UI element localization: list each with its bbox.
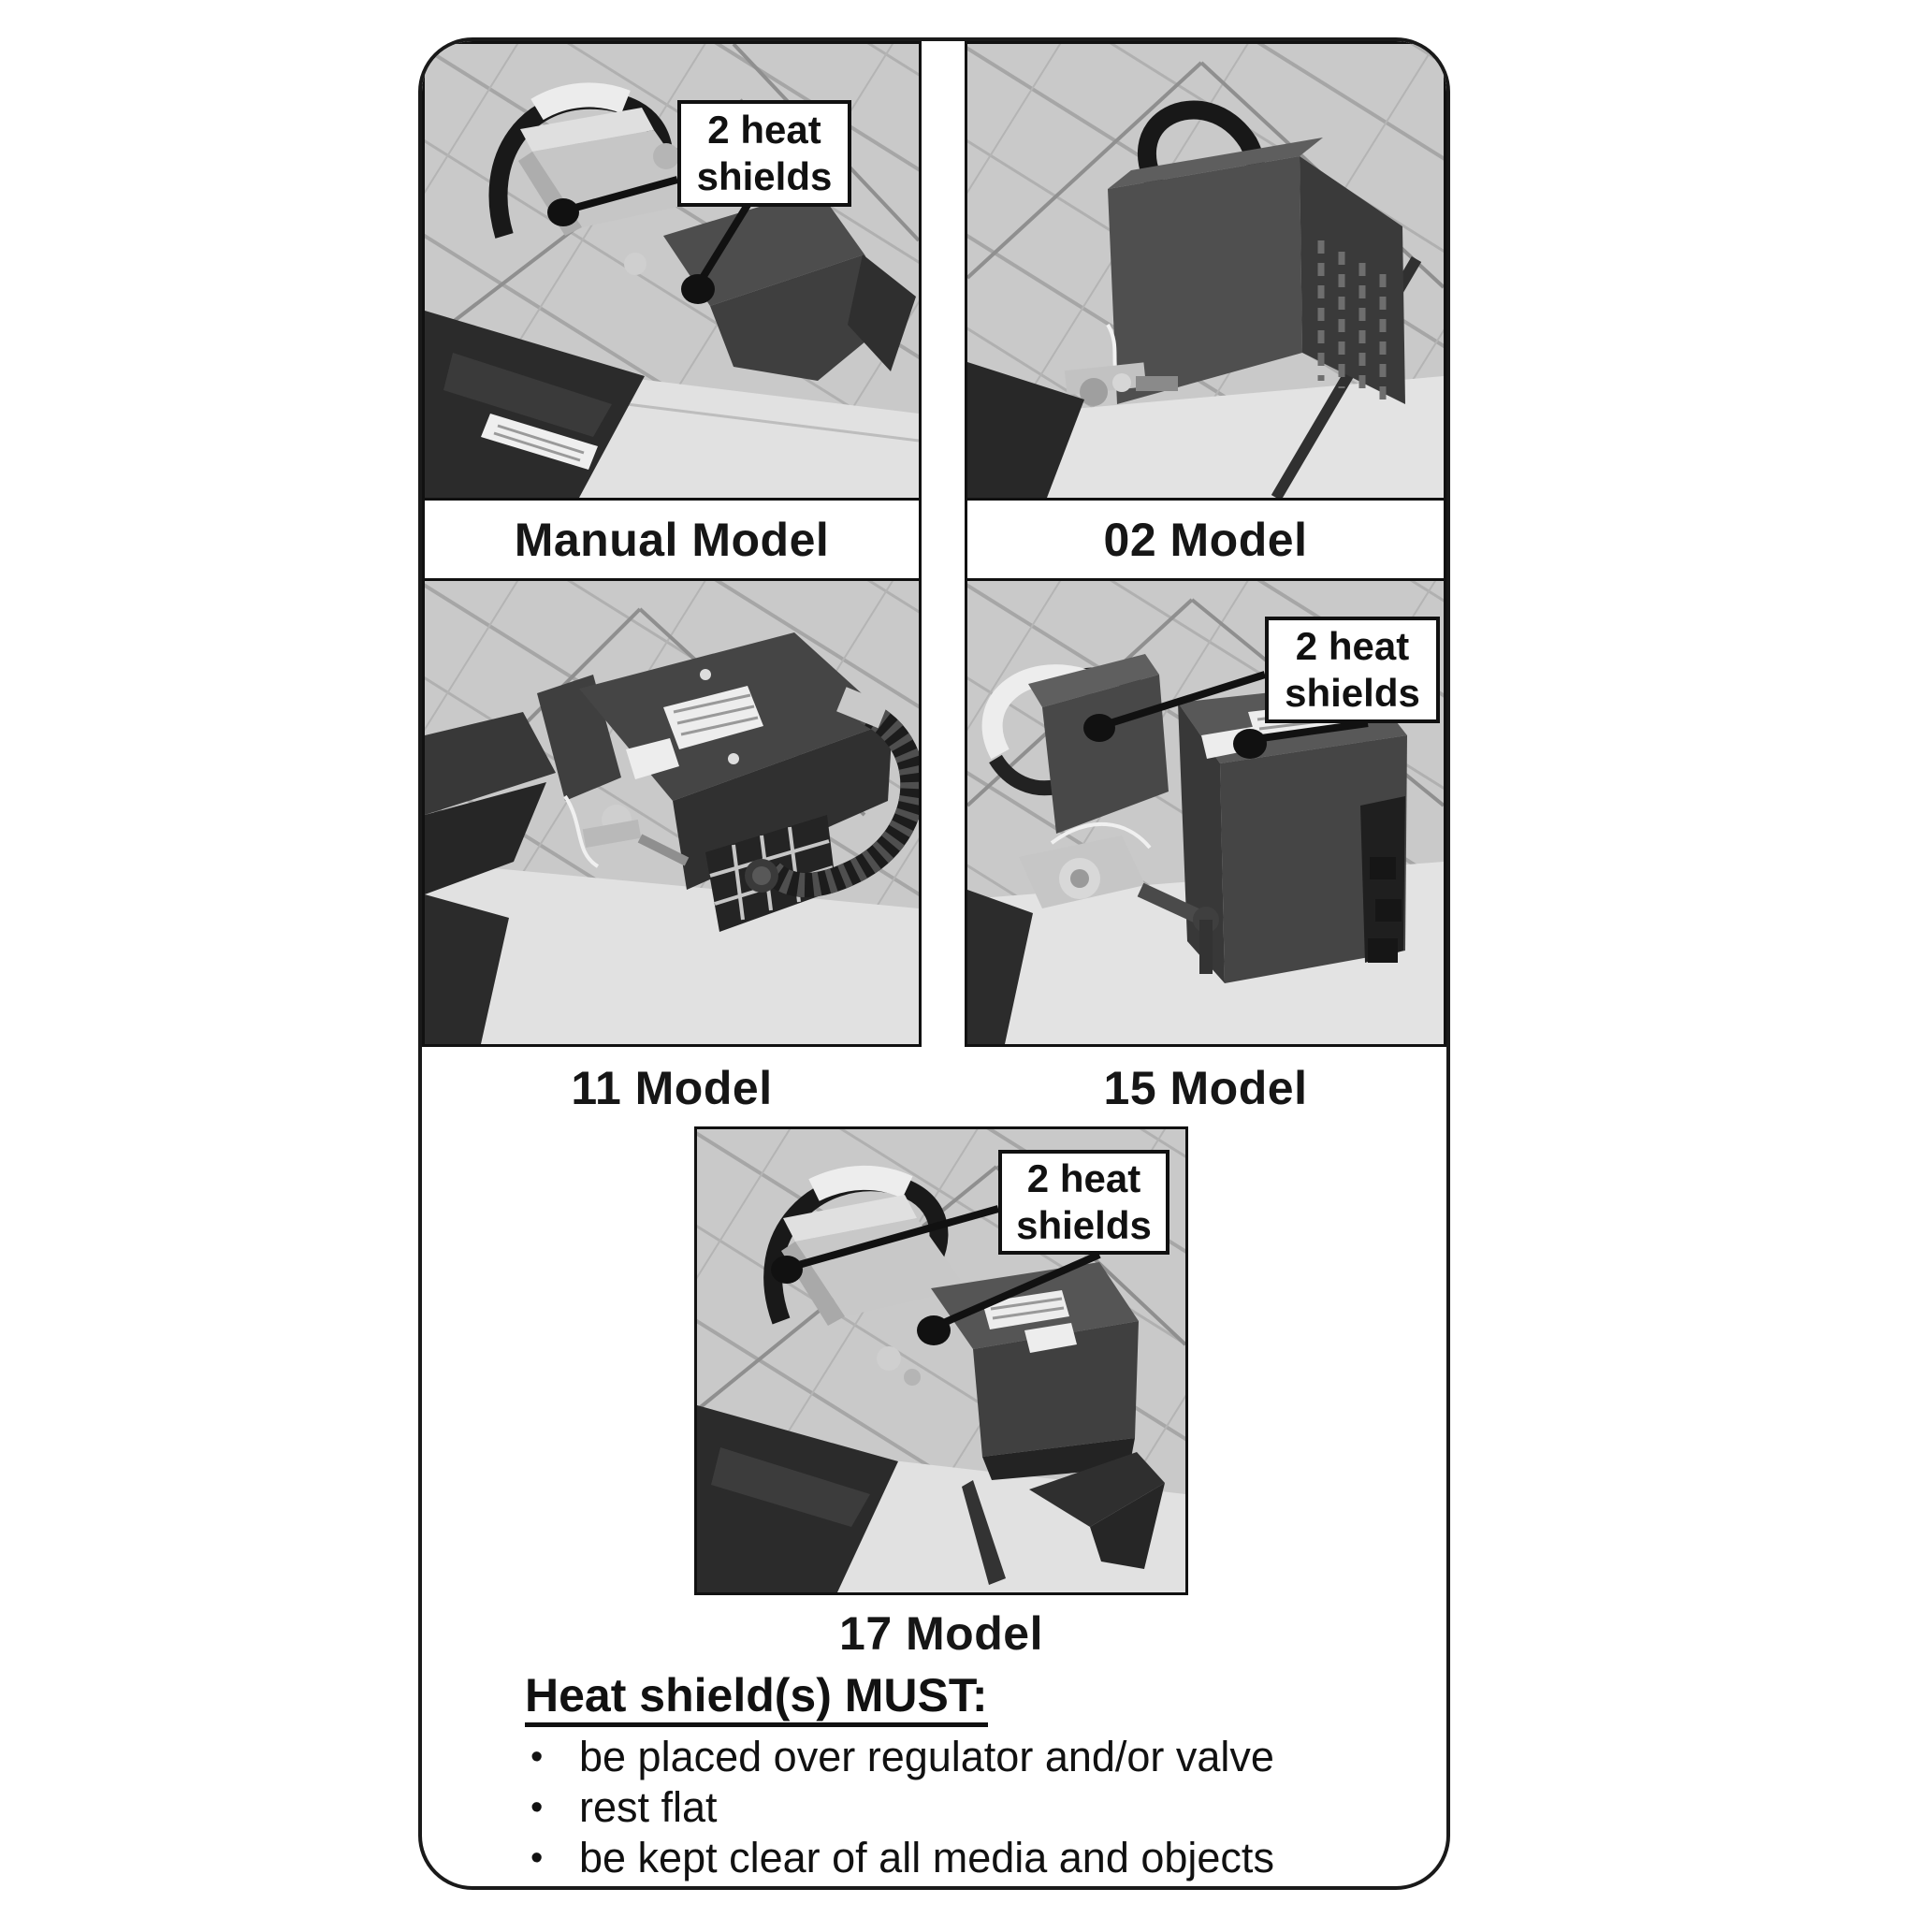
photo-17-model [694,1126,1188,1595]
leader-dot [771,1256,803,1284]
caption-15-model: 15 Model [1103,1062,1308,1114]
caption-cell-manual [422,498,922,581]
note-text: be kept clear of all media and objects [579,1834,1274,1881]
notes-heading: Heat shield(s) MUST: [525,1671,988,1727]
photo-11-model [422,578,922,1047]
bullet-marker: • [530,1737,544,1777]
caption-strip-11 [422,1050,922,1126]
hose-wrap [814,1178,908,1190]
caption-17-model: 17 Model [839,1607,1043,1660]
bullet-marker: • [530,1838,544,1878]
note-item [525,1783,1404,1832]
note-text: be placed over regulator and/or valve [579,1733,1274,1780]
heat-shield-notes [525,1671,1404,1884]
leader-dot [1233,729,1267,759]
11-model-scene [425,581,919,1044]
callout-2-heat-shields [1265,617,1440,723]
callout-2-heat-shields [677,100,851,207]
note-item [525,1733,1404,1781]
leader-dot [547,198,579,226]
leader-dot [917,1315,951,1345]
hose-wrap [537,94,626,109]
callout-2-heat-shields [998,1150,1169,1255]
leader-dot [681,274,715,304]
callout-text: 2 heat shields [696,108,833,198]
pipe-fitting [653,143,679,169]
photo-manual-model [422,41,922,501]
02-model-scene [967,44,1444,498]
callout-text: 2 heat shields [1285,624,1420,715]
caption-11-model: 11 Model [571,1062,773,1114]
caption-strip-17 [694,1598,1188,1669]
bullet-marker: • [530,1788,544,1827]
callout-text: 2 heat shields [1016,1156,1152,1247]
caption-cell-02 [965,498,1446,581]
caption-strip-15 [965,1050,1446,1126]
caption-manual-model: Manual Model [514,513,830,566]
photo-15-model [965,578,1446,1047]
note-item [525,1834,1404,1882]
photo-02-model [965,41,1446,501]
leader-dot [1083,714,1115,742]
caption-02-model: 02 Model [1103,513,1308,566]
figure-container [418,37,1450,1890]
note-text: rest flat [579,1783,718,1831]
